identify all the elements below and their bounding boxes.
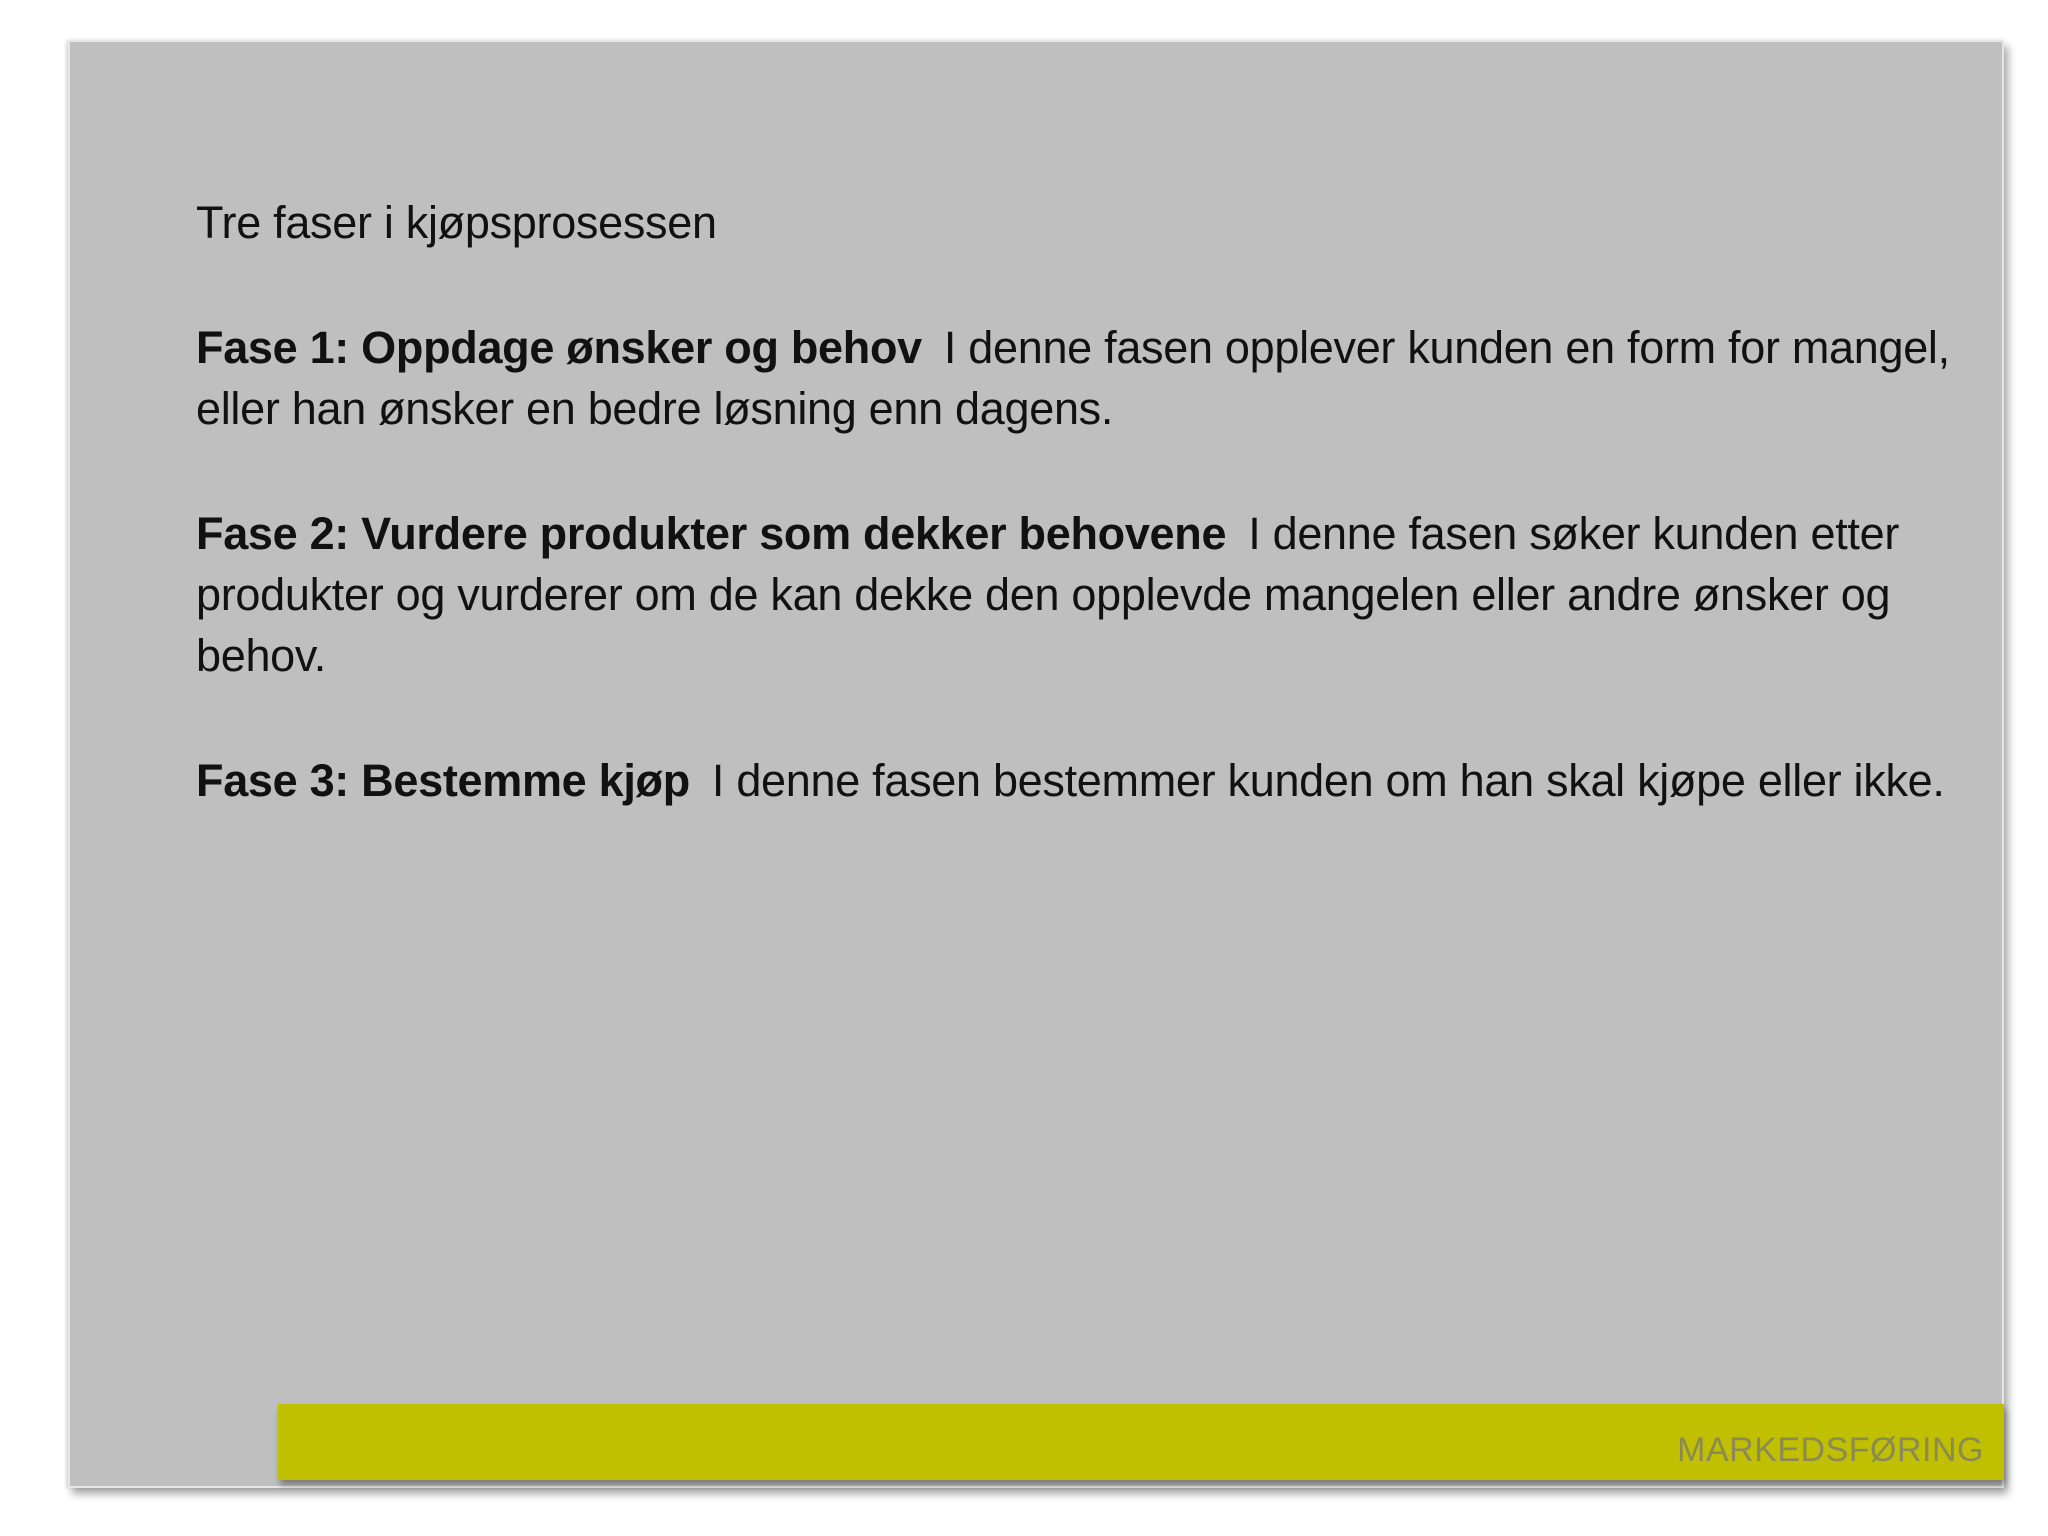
phase-1-text: I denne fasen opplever kunden en form for mangel, eller han ønsker en bedre løsning enn dagens.: [196, 322, 1950, 434]
phase-3-text: I denne fasen bestemmer kunden om han skal kjøpe eller ikke.: [711, 755, 1945, 806]
footer-bar: [278, 1404, 2004, 1480]
phase-3-title: Fase 3: Bestemme kjøp: [196, 755, 690, 806]
slide-body: [196, 192, 1986, 875]
phase-2: [196, 503, 1986, 686]
phase-2-text: I denne fasen søker kunden etter produkter og vurderer om de kan dekke den opplevde mangelen eller andre ønsker og behov.: [196, 508, 1900, 681]
phase-1: [196, 317, 1986, 439]
phase-2-title: Fase 2: Vurdere produkter som dekker behovene: [196, 508, 1227, 559]
slide-intro: Tre faser i kjøpsprosessen: [196, 197, 717, 248]
footer-label: MARKEDSFØRING: [1677, 1431, 1984, 1469]
phase-1-title: Fase 1: Oppdage ønsker og behov: [196, 322, 922, 373]
slide: [68, 40, 2004, 1488]
phase-3: [196, 750, 1986, 811]
